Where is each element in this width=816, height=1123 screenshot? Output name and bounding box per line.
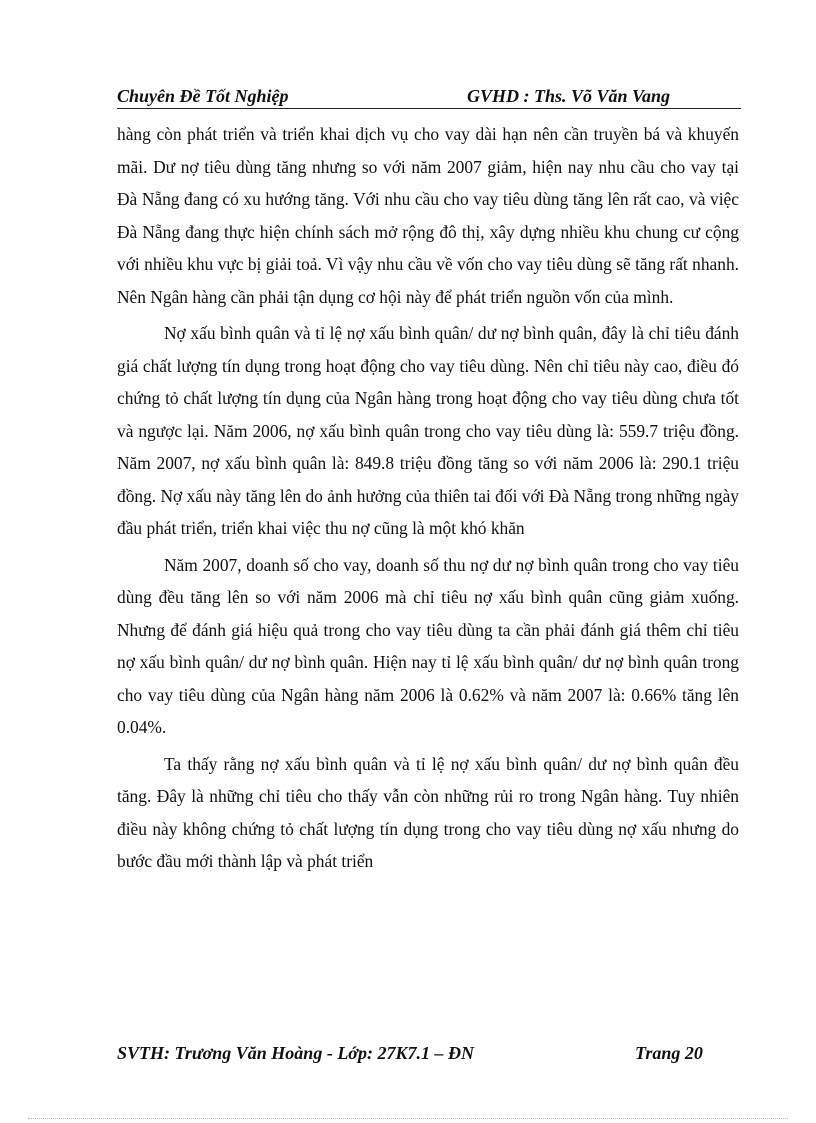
document-title: Chuyên Đề Tốt Nghiệp xyxy=(117,86,289,106)
paragraph-4: Ta thấy rằng nợ xấu bình quân và tỉ lệ nợ xấu bình quân/ dư nợ bình quân đều tăng. Đây là những chỉ tiêu cho thấy vẫn còn những rủi ro trong Ngân hàng. Tuy nhiên điều này không chứng tỏ chất lượng tín dụng trong cho vay tiêu dùng nợ xấu nhưng do bước đầu mới thành lập và phát triển xyxy=(117,753,739,871)
paragraph-3: Năm 2007, doanh số cho vay, doanh số thu nợ dư nợ bình quân trong cho vay tiêu dùng đều tăng lên so với năm 2006 mà chỉ tiêu nợ xấu bình quân cũng giảm xuống. Nhưng để đánh giá hiệu quả trong cho vay tiêu dùng ta cần phải đánh giá thêm chỉ tiêu nợ xấu bình quân/ dư nợ bình quân. Hiện nay tỉ lệ xấu bình quân/ dư nợ bình quân trong cho vay tiêu dùng của Ngân hàng năm 2006 là 0.62% và năm 2007 là: 0.66% tăng lên 0.04%. xyxy=(117,554,739,737)
paragraph-2: Nợ xấu bình quân và tỉ lệ nợ xấu bình quân/ dư nợ bình quân, đây là chỉ tiêu đánh giá chất lượng tín dụng trong hoạt động cho vay tiêu dùng. Nên chỉ tiêu này cao, điều đó chứng tỏ chất lượng tín dụng của Ngân hàng trong hoạt động cho vay tiêu dùng chưa tốt và ngược lại. Năm 2006, nợ xấu bình quân trong cho vay tiêu dùng là: 559.7 triệu đồng. Năm 2007, nợ xấu bình quân là: 849.8 triệu đồng tăng so với năm 2006 là: 290.1 triệu đồng. Nợ xấu này tăng lên do ảnh hưởng của thiên tai đối với Đà Nẵng trong những ngày đầu phát triển, triển khai việc thu nợ cũng là một khó khăn xyxy=(117,323,739,538)
supervisor-name: GVHD : Ths. Võ Văn Vang xyxy=(467,86,671,106)
page-footer xyxy=(117,1043,717,1064)
body-text xyxy=(117,118,739,878)
paragraph-1: hàng còn phát triển và triển khai dịch vụ cho vay dài hạn nên cần truyền bá và khuyến mãi. Dư nợ tiêu dùng tăng nhưng so với năm 2007 giảm, hiện nay nhu cầu cho vay tại Đà Nẵng đang có xu hướng tăng. Với nhu cầu cho vay tiêu dùng tăng lên rất cao, và việc Đà Nẵng đang thực hiện chính sách mở rộng đô thị, xây dựng nhiều khu chung cư cộng với nhiều khu vực bị giải toả. Vì vậy nhu cầu về vốn cho vay tiêu dùng sẽ tăng rất nhanh. Nên Ngân hàng cần phải tận dụng cơ hội này để phát triển nguồn vốn của mình. xyxy=(117,124,739,307)
page-number: Trang 20 xyxy=(635,1043,703,1063)
page-bottom-divider xyxy=(28,1118,788,1119)
page-header xyxy=(117,84,741,109)
student-info: SVTH: Trương Văn Hoàng - Lớp: 27K7.1 – ĐN xyxy=(117,1043,474,1063)
